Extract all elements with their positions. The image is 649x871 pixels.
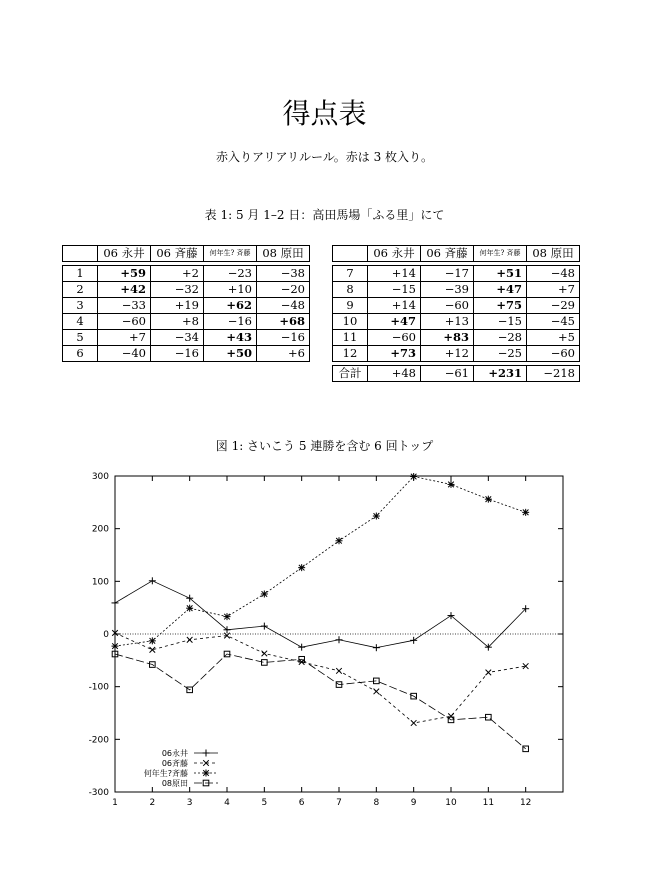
data-point [186,595,193,602]
score-cell: +231 [474,366,527,382]
data-point [485,496,492,503]
data-point [374,678,380,684]
data-point [448,713,454,719]
table-row [333,314,580,330]
header-blank [333,246,368,262]
score-cell: +7 [527,282,580,298]
score-cell: +19 [151,298,204,314]
data-point [411,720,417,726]
y-tick-label: 100 [91,577,109,588]
series-line [115,477,526,647]
score-cell: −28 [474,330,527,346]
legend-marker [203,770,210,777]
round-number: 7 [333,266,368,282]
x-tick-label: 1 [112,798,118,808]
data-point [373,513,380,520]
data-point [299,656,305,662]
score-cell: −218 [527,366,580,382]
table-row [63,266,310,282]
round-number: 合計 [333,366,368,382]
score-cell: +6 [257,346,310,362]
score-cell: −15 [474,314,527,330]
data-point [486,670,492,676]
legend-marker [203,760,209,766]
table-row [63,314,310,330]
score-cell: −32 [151,282,204,298]
page-subtitle: 赤入りアリアリルール。赤は 3 枚入り。 [215,150,434,164]
x-tick-label: 9 [410,798,417,808]
data-point [448,481,455,488]
score-cell: −29 [527,298,580,314]
table-row [333,282,580,298]
round-number: 10 [333,314,368,330]
score-cell: −60 [368,330,421,346]
table-header-row [333,246,580,262]
data-point [187,687,193,693]
x-tick-label: 12 [519,798,532,808]
legend-label: 06永井 [161,749,188,758]
score-cell: −60 [527,346,580,362]
score-cell: −17 [421,266,474,282]
score-cell: +5 [527,330,580,346]
data-point [336,636,343,643]
column-header: 08 原田 [527,246,580,262]
data-point [112,643,119,650]
score-cell: +42 [98,282,151,298]
score-cell: +14 [368,298,421,314]
data-point [448,717,454,723]
score-cell: −16 [257,330,310,346]
data-point [486,714,492,720]
score-cell: +59 [98,266,151,282]
x-tick-label: 6 [298,798,305,808]
x-tick-label: 11 [482,798,495,808]
score-cell: +51 [474,266,527,282]
legend-label: 08原田 [161,779,188,788]
x-tick-label: 3 [186,798,193,808]
data-point [485,644,492,651]
score-cell: +62 [204,298,257,314]
y-tick-label: -200 [88,735,109,746]
y-tick-label: -100 [88,682,109,693]
score-cell: +73 [368,346,421,362]
series-line [115,581,526,648]
round-number: 2 [63,282,98,298]
column-header: 06 斉藤 [151,246,204,262]
column-header: 06 斉藤 [421,246,474,262]
score-cell: −60 [421,298,474,314]
round-number: 11 [333,330,368,346]
score-cell: +68 [257,314,310,330]
data-point [261,623,268,630]
y-tick-label: -300 [88,788,109,798]
table-row [333,298,580,314]
data-point [112,599,119,606]
x-tick-label: 10 [445,798,457,808]
y-tick-label: 0 [103,630,109,640]
x-tick-label: 4 [224,798,230,808]
score-cell: +12 [421,346,474,362]
score-cell: +7 [98,330,151,346]
score-cell: −61 [421,366,474,382]
table-row [333,330,580,346]
data-point [224,633,230,639]
score-cell: −45 [527,314,580,330]
score-cell: +2 [151,266,204,282]
score-cell: −16 [151,346,204,362]
column-header: 何年生? 斉藤 [474,246,527,262]
table-row [63,298,310,314]
table-row [63,346,310,362]
round-number: 6 [63,346,98,362]
data-point [374,689,380,695]
score-table-left [62,245,310,362]
data-point [262,651,268,657]
data-point [336,682,342,688]
score-cell: −23 [204,266,257,282]
data-point [522,605,529,612]
data-point [150,662,156,668]
column-header: 06 永井 [98,246,151,262]
data-point [186,605,193,612]
data-point [523,663,529,669]
x-tick-label: 2 [149,798,156,808]
round-number: 9 [333,298,368,314]
data-point [411,693,417,699]
y-tick-label: 200 [91,524,109,535]
score-cell: +75 [474,298,527,314]
header-blank [63,246,98,262]
data-point [112,630,118,636]
series-line [115,654,526,749]
round-number: 12 [333,346,368,362]
y-tick-label: 300 [91,472,109,482]
legend-marker [203,750,210,757]
score-cell: −60 [98,314,151,330]
score-table-right [332,245,580,382]
score-cell: +47 [474,282,527,298]
table-row [63,330,310,346]
score-cell: +48 [368,366,421,382]
score-cell: −34 [151,330,204,346]
data-point [224,651,230,657]
score-cell: +83 [421,330,474,346]
figure-caption: 図 1: さいこう 5 連勝を含む 6 回トップ [215,439,434,453]
table-caption: 表 1: 5 月 1–2 日：高田馬場「ふる里」にて [204,208,445,222]
data-point [112,651,118,657]
page-title: 得点表 [282,97,367,130]
round-number: 3 [63,298,98,314]
score-cell: +8 [151,314,204,330]
data-point [336,668,342,674]
score-cell: −25 [474,346,527,362]
data-point [373,644,380,651]
round-number: 8 [333,282,368,298]
score-cell: −48 [257,298,310,314]
score-cell: +14 [368,266,421,282]
score-cell: −16 [204,314,257,330]
table-row [333,266,580,282]
x-tick-label: 7 [336,798,342,808]
table-row [333,346,580,362]
data-point [410,473,417,480]
x-tick-label: 5 [261,798,268,808]
score-cell: +13 [421,314,474,330]
x-tick-label: 8 [373,798,380,808]
round-number: 5 [63,330,98,346]
column-header: 06 永井 [368,246,421,262]
table-row [63,282,310,298]
score-cell: −40 [98,346,151,362]
column-header: 何年生? 斉藤 [204,246,257,262]
legend-label: 何年生?斉藤 [143,769,188,778]
legend-label: 06斉藤 [161,759,188,768]
data-point [448,612,455,619]
data-point [336,537,343,544]
data-point [523,746,529,752]
data-point [224,626,231,633]
data-point [149,637,156,644]
data-point [298,644,305,651]
score-cell: −33 [98,298,151,314]
data-point [299,659,305,665]
score-cell: +10 [204,282,257,298]
score-cell: +50 [204,346,257,362]
legend-marker [203,780,209,786]
round-number: 4 [63,314,98,330]
score-cell: −20 [257,282,310,298]
data-point [149,577,156,584]
round-number: 1 [63,266,98,282]
score-cell: −39 [421,282,474,298]
score-cell: −48 [527,266,580,282]
column-header: 08 原田 [257,246,310,262]
score-cell: +47 [368,314,421,330]
score-cell: −15 [368,282,421,298]
score-cell: −38 [257,266,310,282]
data-point [522,509,529,516]
data-point [261,590,268,597]
score-cell: +43 [204,330,257,346]
data-point [187,637,193,643]
data-point [410,637,417,644]
data-point [298,564,305,571]
data-point [262,660,268,666]
data-point [224,613,231,620]
series-line [115,633,526,723]
table-header-row [63,246,310,262]
data-point [150,647,156,653]
plot-frame [115,476,563,792]
total-row [333,366,580,382]
